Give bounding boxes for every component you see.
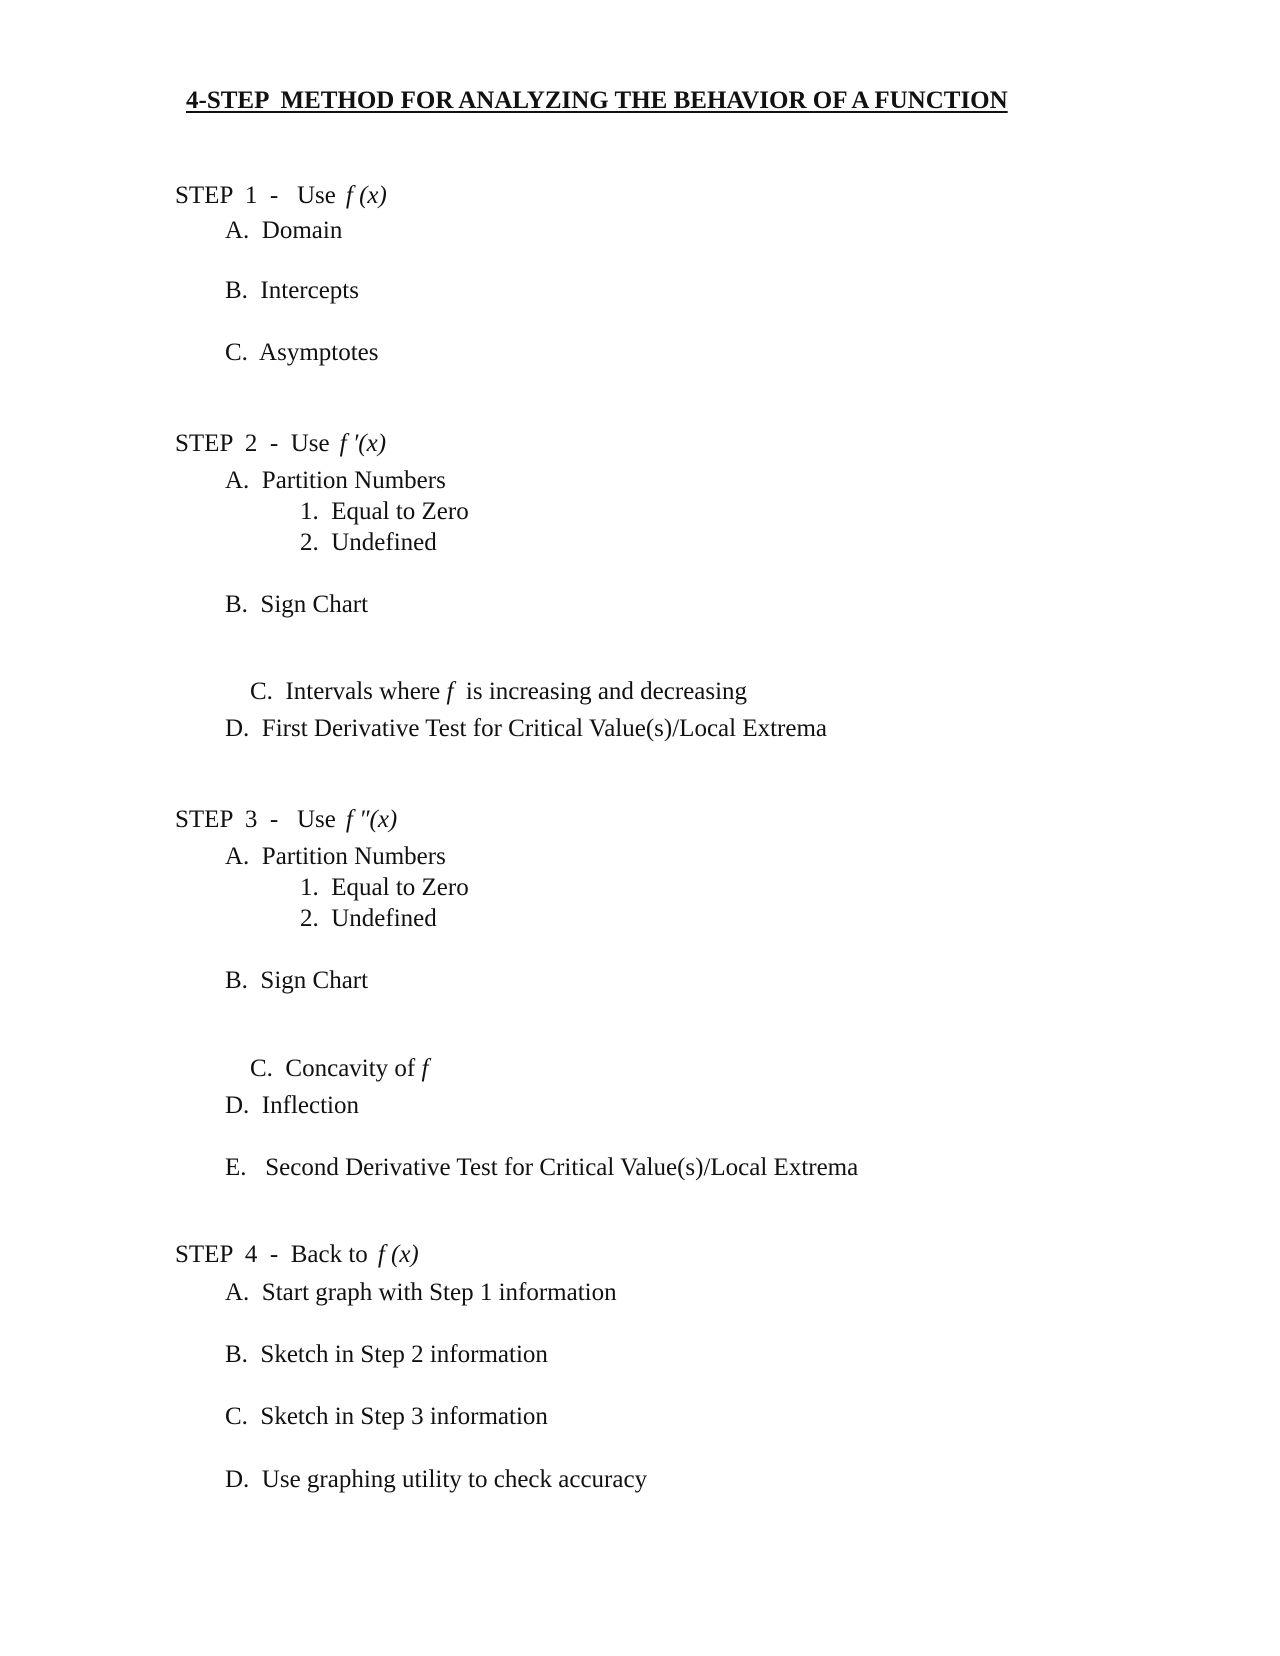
step-3-item-d: D. Inflection	[225, 1092, 359, 1119]
step-1-item-a: A. Domain	[225, 217, 343, 244]
step-4-function: f (x)	[377, 1241, 419, 1268]
step-2-item-c-prefix: C. Intervals where	[250, 678, 447, 705]
step-2-function: f ′(x)	[339, 430, 387, 457]
step-4-item-d: D. Use graphing utility to check accuracy	[225, 1466, 648, 1493]
step-3-item-c-prefix: C. Concavity of	[250, 1055, 422, 1082]
step-4-item-b: B. Sketch in Step 2 information	[225, 1341, 548, 1368]
step-3-item-a2: 2. Undefined	[300, 905, 437, 932]
step-1-item-c: C. Asymptotes	[225, 339, 379, 366]
step-2-item-c-suffix: is increasing and decreasing	[453, 678, 748, 705]
step-3-item-b: B. Sign Chart	[225, 967, 369, 994]
step-1-item-b: B. Intercepts	[225, 277, 359, 304]
step-4-label: STEP 4 - Back to	[175, 1241, 368, 1268]
step-3-function: f ″(x)	[345, 806, 398, 833]
step-1-function: f (x)	[345, 182, 387, 209]
step-2-item-a1: 1. Equal to Zero	[300, 498, 469, 525]
step-3-item-e: E. Second Derivative Test for Critical Value(s)/Local Extrema	[225, 1154, 859, 1181]
step-1-label: STEP 1 - Use	[175, 182, 336, 209]
step-4-item-c: C. Sketch in Step 3 information	[225, 1403, 548, 1430]
step-2-item-a: A. Partition Numbers	[225, 467, 446, 494]
document-title: 4-STEP METHOD FOR ANALYZING THE BEHAVIOR OF A FUNCTION	[186, 87, 1008, 114]
step-3-item-c-function: f	[421, 1055, 429, 1082]
step-3-item-a1: 1. Equal to Zero	[300, 874, 469, 901]
step-4-item-a: A. Start graph with Step 1 information	[225, 1279, 617, 1306]
step-2-item-b: B. Sign Chart	[225, 591, 369, 618]
step-2-item-c-function: f	[446, 678, 454, 705]
step-3-item-a: A. Partition Numbers	[225, 843, 446, 870]
step-2-item-a2: 2. Undefined	[300, 529, 437, 556]
step-3-label: STEP 3 - Use	[175, 806, 336, 833]
step-2-item-d: D. First Derivative Test for Critical Value(s)/Local Extrema	[225, 715, 828, 742]
step-2-label: STEP 2 - Use	[175, 430, 330, 457]
